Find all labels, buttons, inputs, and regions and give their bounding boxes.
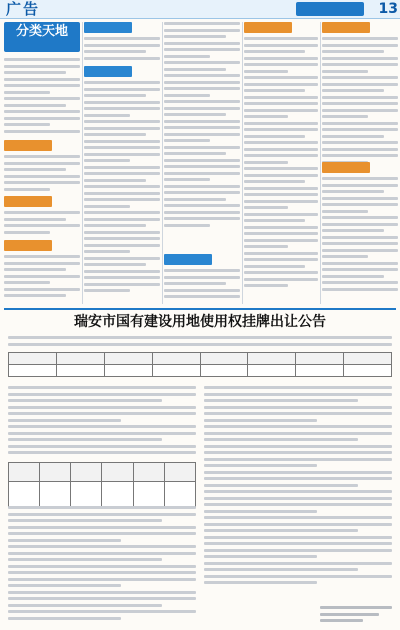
table-header-cell [9,353,57,365]
column-rule [242,22,243,304]
table-cell [248,365,296,377]
classified-column-1 [4,22,80,304]
section-label [322,22,370,33]
table-header-cell [152,353,200,365]
section-title: 广告 [6,0,41,18]
classified-text-block [164,269,240,302]
section-label [84,66,132,77]
classified-column-5 [322,22,398,304]
announcement-body-left [8,386,196,458]
section-label [84,22,132,33]
classified-text-block [4,155,80,194]
masthead-text [296,2,364,16]
table-cell [104,365,152,377]
classified-text-block [244,37,318,291]
announcement-body-right [204,386,392,588]
classified-column-3 [164,22,240,304]
section-label [4,196,52,207]
classified-text-block [4,255,80,301]
classified-column-2 [84,22,160,304]
table-header-cell [248,353,296,365]
column-rule [320,22,321,304]
column-rule [162,22,163,304]
table-header-cell [104,353,152,365]
table-header-cell [344,353,392,365]
section-label [4,240,52,251]
section-label [322,162,370,173]
section-label [164,254,212,265]
classifieds-brand-title: 分类天地 [15,24,68,39]
table-header-cell [56,353,104,365]
classifieds-hotline [6,41,78,50]
table-cell [152,365,200,377]
table-cell [56,365,104,377]
parcel-table [8,352,392,377]
section-divider [4,308,396,310]
issuer-signature [320,606,392,626]
section-label [244,22,292,33]
classified-column-4 [244,22,318,304]
announcement-body-left-2 [8,506,196,623]
masthead-logo [296,2,364,16]
table-cell [296,365,344,377]
announcement-title: 瑞安市国有建设用地使用权挂牌出让公告 [74,314,326,330]
classified-text-block [322,177,398,294]
classified-text-block [322,37,398,167]
classified-text-block [164,22,240,230]
classifieds-brand-box [4,22,80,52]
announcement-intro [8,336,392,349]
table-cell [344,365,392,377]
classified-text-block [4,58,80,136]
page-header [0,0,400,19]
table-header-cell [296,353,344,365]
classified-text-block [4,211,80,237]
section-label [4,140,52,151]
table-cell [9,365,57,377]
column-rule [82,22,83,304]
parcel-detail-table [8,462,196,507]
classified-text-block [84,81,160,296]
classified-text-block [84,37,160,63]
table-cell [200,365,248,377]
page-number: 13 [378,1,398,17]
table-header-cell [200,353,248,365]
